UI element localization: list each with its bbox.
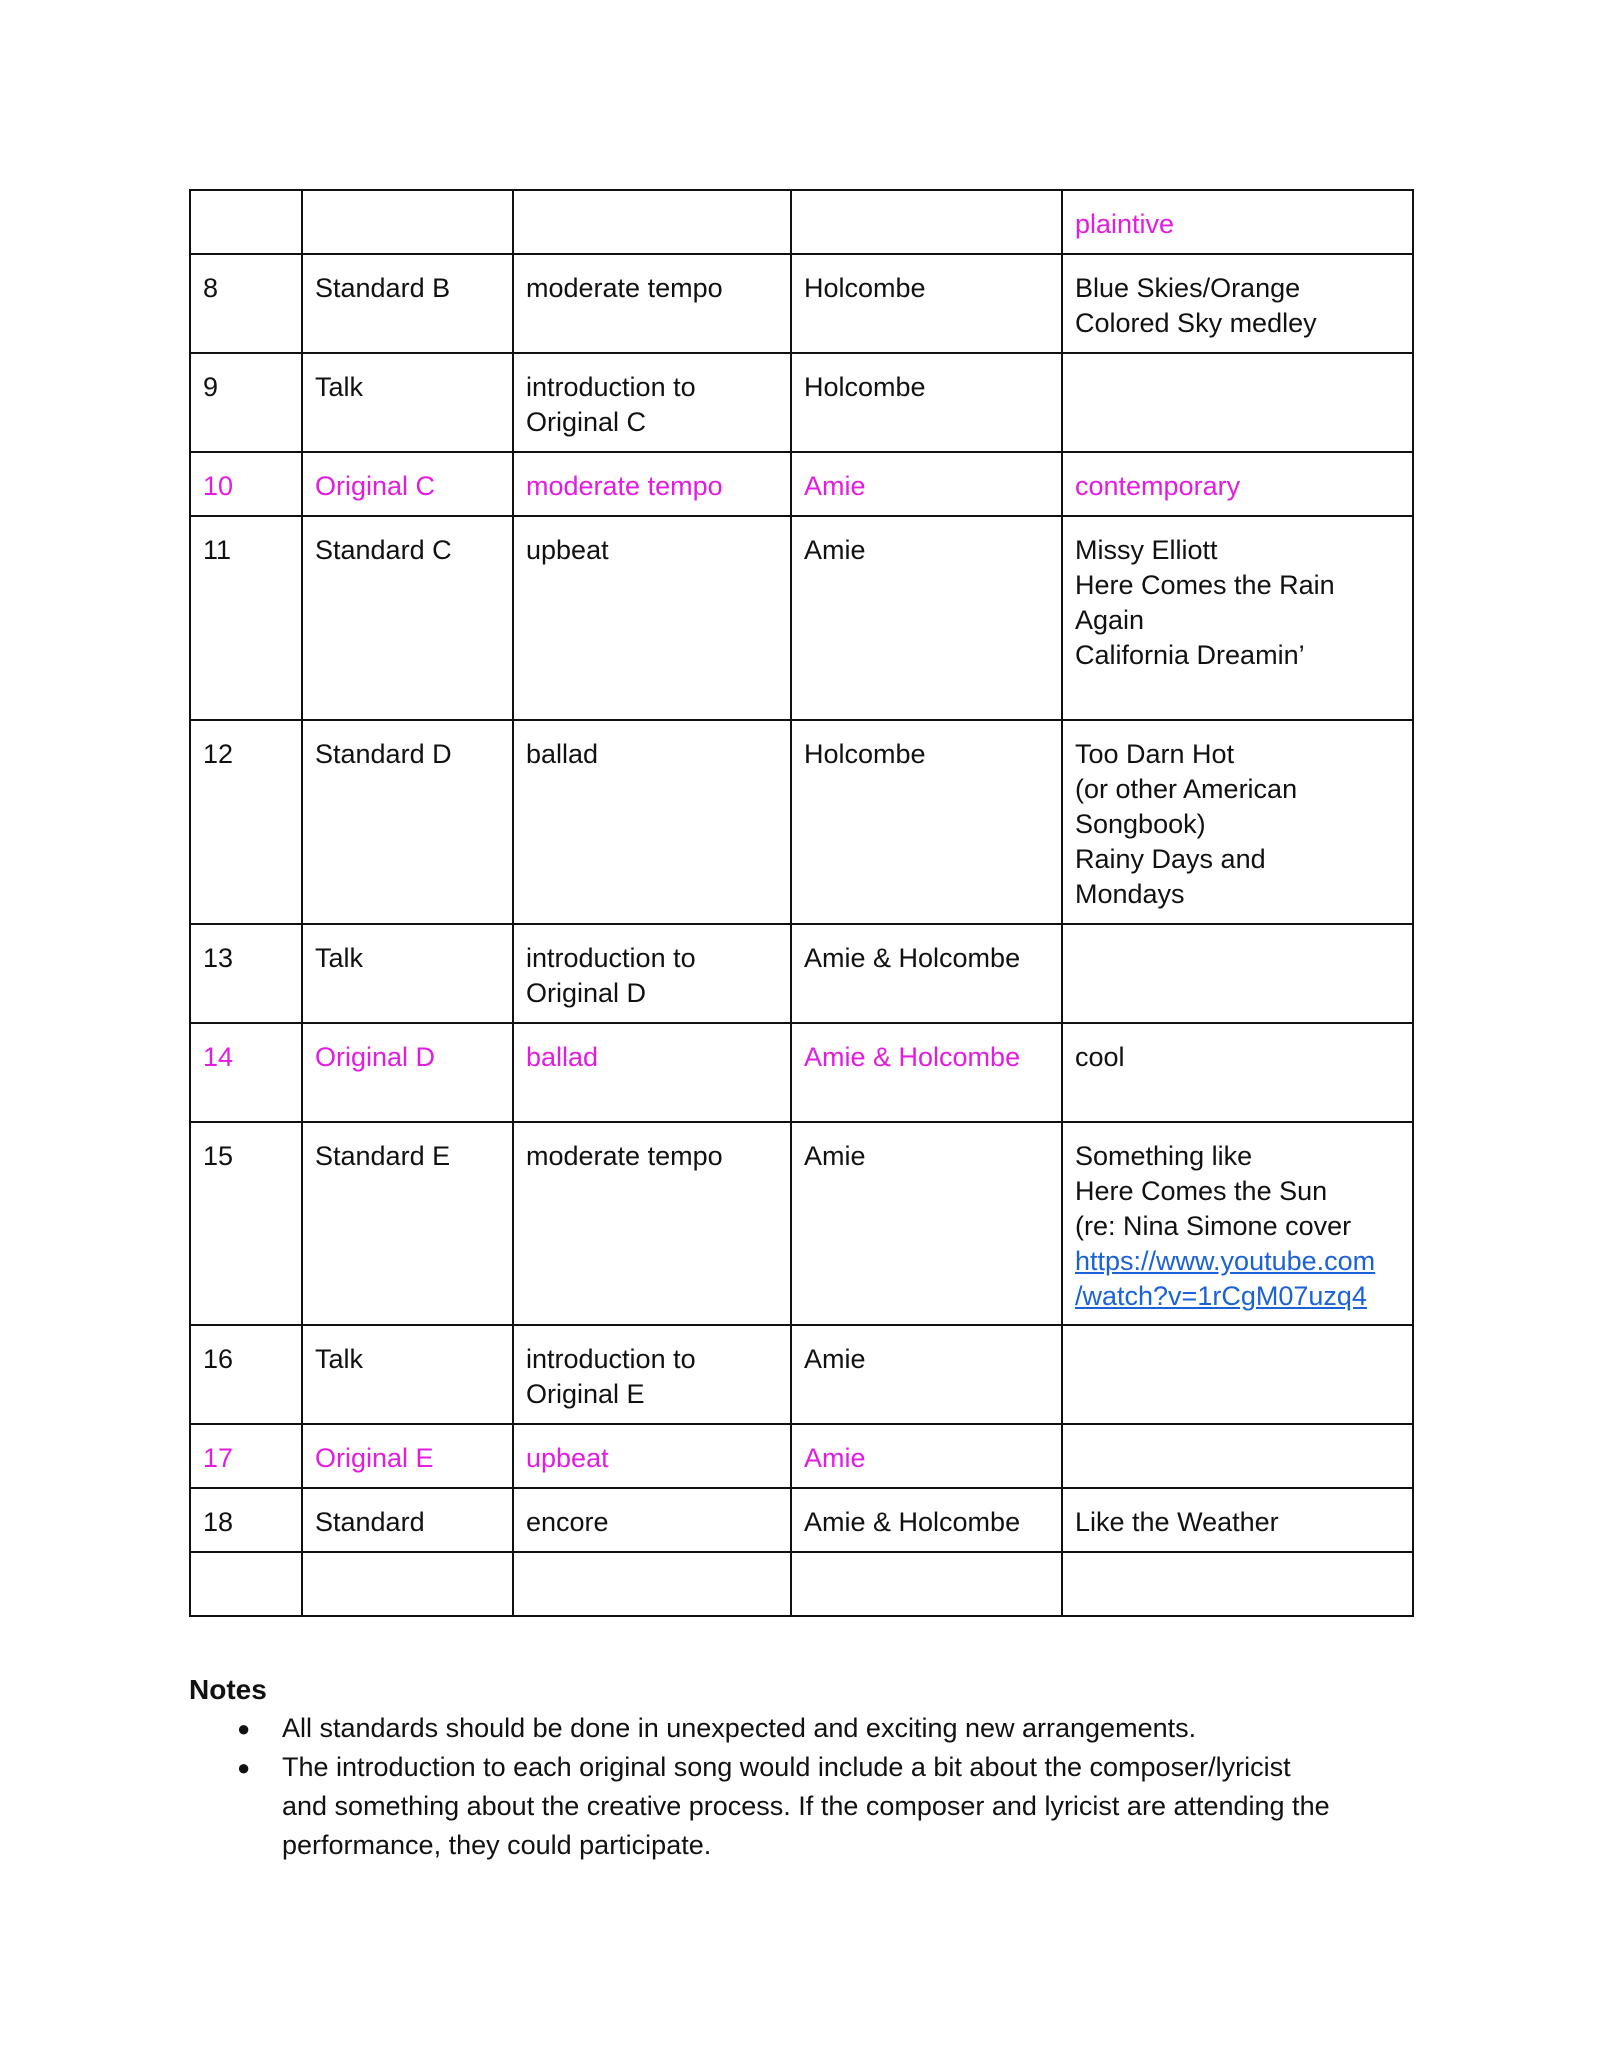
notes-bullet-item [189,1709,1419,1748]
cell-type: Standard C [302,516,513,720]
table-row [190,190,1413,254]
note-line: plaintive [1075,209,1175,239]
youtube-link[interactable]: /watch?v=1rCgM07uzq4 [1075,1281,1367,1311]
table-row [190,452,1413,516]
cell-type: Original E [302,1424,513,1488]
cell-tempo: upbeat [513,1424,791,1488]
note-line: (re: Nina Simone cover [1075,1211,1352,1241]
table-row [190,1023,1413,1122]
note-line: Like the Weather [1075,1507,1279,1537]
cell-tempo: introduction to Original D [513,924,791,1023]
cell-tempo: ballad [513,1023,791,1122]
note-line: cool [1075,1042,1125,1072]
cell-performer: Amie & Holcombe [791,1023,1062,1122]
cell-type: Original D [302,1023,513,1122]
table-row [190,1122,1413,1325]
cell-number: 18 [190,1488,302,1552]
notes-text-line: The introduction to each original song would include a bit about the composer/lyricist [282,1752,1291,1782]
cell-performer: Amie & Holcombe [791,1488,1062,1552]
cell-tempo: moderate tempo [513,452,791,516]
cell-notes [1062,516,1413,720]
cell-performer: Amie [791,452,1062,516]
note-line: Blue Skies/Orange [1075,273,1301,303]
bullet-icon: ● [237,1716,251,1741]
cell-performer: Amie [791,516,1062,720]
notes-text-line: performance, they could participate. [282,1830,712,1860]
cell-notes [1062,1325,1413,1424]
cell-notes [1062,720,1413,924]
cell-notes [1062,1023,1413,1122]
table-row [190,1424,1413,1488]
cell-notes [1062,1488,1413,1552]
cell-type: Standard E [302,1122,513,1325]
cell-number: 9 [190,353,302,452]
cell-notes [1062,1122,1413,1325]
cell-notes [1062,254,1413,353]
cell-tempo: moderate tempo [513,254,791,353]
note-line: Missy Elliott [1075,535,1218,565]
table-row [190,720,1413,924]
cell-number: 15 [190,1122,302,1325]
cell-notes [1062,452,1413,516]
notes-text-line: and something about the creative process. If the composer and lyricist are attending the [282,1791,1330,1821]
cell-performer [791,1552,1062,1616]
cell-tempo: moderate tempo [513,1122,791,1325]
cell-number: 8 [190,254,302,353]
cell-notes [1062,1552,1413,1616]
table-row [190,516,1413,720]
note-line: Mondays [1075,879,1185,909]
cell-notes [1062,1424,1413,1488]
cell-notes [1062,190,1413,254]
cell-performer: Holcombe [791,254,1062,353]
cell-performer: Amie [791,1122,1062,1325]
cell-tempo [513,190,791,254]
cell-tempo [513,1552,791,1616]
note-line: Here Comes the Sun [1075,1176,1328,1206]
cell-type: Talk [302,353,513,452]
note-line: California Dreamin’ [1075,640,1305,670]
note-line: Here Comes the Rain [1075,570,1335,600]
cell-tempo: introduction to Original C [513,353,791,452]
cell-number [190,190,302,254]
cell-notes [1062,353,1413,452]
table-row [190,254,1413,353]
note-line: contemporary [1075,471,1241,501]
cell-number: 14 [190,1023,302,1122]
note-line: Too Darn Hot [1075,739,1235,769]
cell-type: Standard B [302,254,513,353]
cell-performer: Amie & Holcombe [791,924,1062,1023]
table-row [190,1488,1413,1552]
note-line: Rainy Days and [1075,844,1266,874]
cell-type: Standard [302,1488,513,1552]
cell-number: 12 [190,720,302,924]
cell-tempo: introduction to Original E [513,1325,791,1424]
table-row [190,1325,1413,1424]
note-line: Something like [1075,1141,1253,1171]
notes-list [189,1709,1419,1865]
cell-tempo: encore [513,1488,791,1552]
cell-type: Talk [302,924,513,1023]
youtube-link[interactable]: https://www.youtube.com [1075,1246,1376,1276]
cell-type: Talk [302,1325,513,1424]
cell-performer: Holcombe [791,720,1062,924]
cell-notes [1062,924,1413,1023]
setlist-table-body [190,190,1413,1616]
cell-tempo: ballad [513,720,791,924]
note-line: Again [1075,605,1145,635]
cell-number: 17 [190,1424,302,1488]
note-line: Colored Sky medley [1075,308,1317,338]
cell-performer: Amie [791,1325,1062,1424]
cell-performer [791,190,1062,254]
cell-performer: Holcombe [791,353,1062,452]
cell-type: Standard D [302,720,513,924]
cell-number [190,1552,302,1616]
cell-type [302,190,513,254]
setlist-table [189,189,1414,1617]
cell-number: 11 [190,516,302,720]
cell-number: 13 [190,924,302,1023]
cell-type [302,1552,513,1616]
note-line: Songbook) [1075,809,1206,839]
cell-type: Original C [302,452,513,516]
cell-tempo: upbeat [513,516,791,720]
note-line: (or other American [1075,774,1298,804]
notes-bullet-item [189,1748,1419,1865]
cell-performer: Amie [791,1424,1062,1488]
table-row [190,353,1413,452]
table-row [190,924,1413,1023]
cell-number: 10 [190,452,302,516]
cell-number: 16 [190,1325,302,1424]
notes-text-line: All standards should be done in unexpected and exciting new arrangements. [282,1713,1197,1743]
notes-heading: Notes [189,1674,267,1705]
bullet-icon: ● [237,1755,251,1780]
table-row [190,1552,1413,1616]
